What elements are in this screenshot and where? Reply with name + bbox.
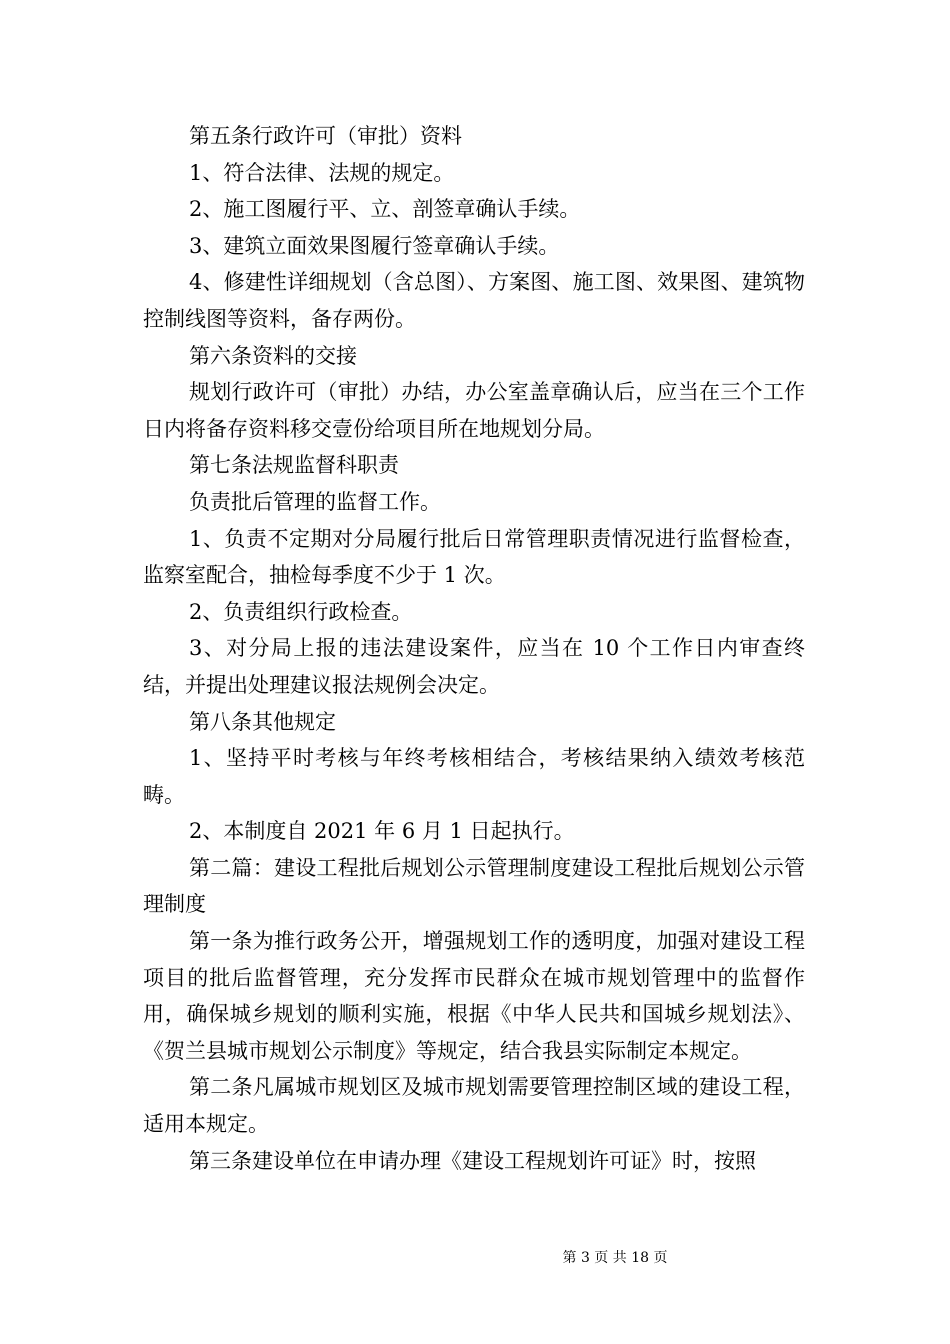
paragraph: 2、施工图履行平、立、剖签章确认手续。	[189, 197, 581, 222]
paragraph: 第二条凡属城市规划区及城市规划需要管理控制区域的建设工程，适用本规定。	[143, 1075, 805, 1137]
section-2-heading: 第二篇：建设工程批后规划公示管理制度建设工程批后规划公示管理制度	[143, 855, 805, 917]
article-5-heading: 第五条行政许可（审批）资料	[189, 124, 462, 148]
document-body	[143, 118, 805, 1179]
paragraph: 1、符合法律、法规的规定。	[189, 160, 455, 185]
paragraph: 2、负责组织行政检查。	[189, 599, 413, 624]
paragraph: 2、本制度自 2021 年 6 月 1 日起执行。	[189, 819, 575, 844]
paragraph: 1、坚持平时考核与年终考核相结合，考核结果纳入绩效考核范畴。	[143, 746, 805, 807]
paragraph: 第一条为推行政务公开，增强规划工作的透明度，加强对建设工程项目的批后监督管理，充分发挥市民群众在城市规划管理中的监督作用，确保城乡规划的顺利实施，根据《中华人民共和国城乡规划法》、《贺兰县城市规划公示制度》等规定，结合我县实际制定本规定。	[143, 929, 805, 1063]
page-number-footer: 第 3 页 共 18 页	[562, 1250, 668, 1266]
article-8-heading: 第八条其他规定	[189, 709, 336, 734]
paragraph: 4、修建性详细规划（含总图）、方案图、施工图、效果图、建筑物控制线图等资料，备存两份。	[143, 270, 805, 331]
paragraph: 1、负责不定期对分局履行批后日常管理职责情况进行监督检查，监察室配合，抽检每季度不少于 1 次。	[143, 526, 805, 588]
article-6-heading: 第六条资料的交接	[189, 343, 357, 368]
paragraph: 3、对分局上报的违法建设案件，应当在 10 个工作日内审查终结，并提出处理建议报法规例会决定。	[143, 636, 805, 697]
paragraph: 负责批后管理的监督工作。	[189, 489, 441, 514]
paragraph: 第三条建设单位在申请办理《建设工程规划许可证》时，按照	[189, 1148, 756, 1173]
paragraph: 3、建筑立面效果图履行签章确认手续。	[189, 233, 560, 258]
paragraph: 规划行政许可（审批）办结，办公室盖章确认后，应当在三个工作日内将备存资料移交壹份给项目所在地规划分局。	[143, 380, 805, 441]
article-7-heading: 第七条法规监督科职责	[189, 453, 399, 478]
